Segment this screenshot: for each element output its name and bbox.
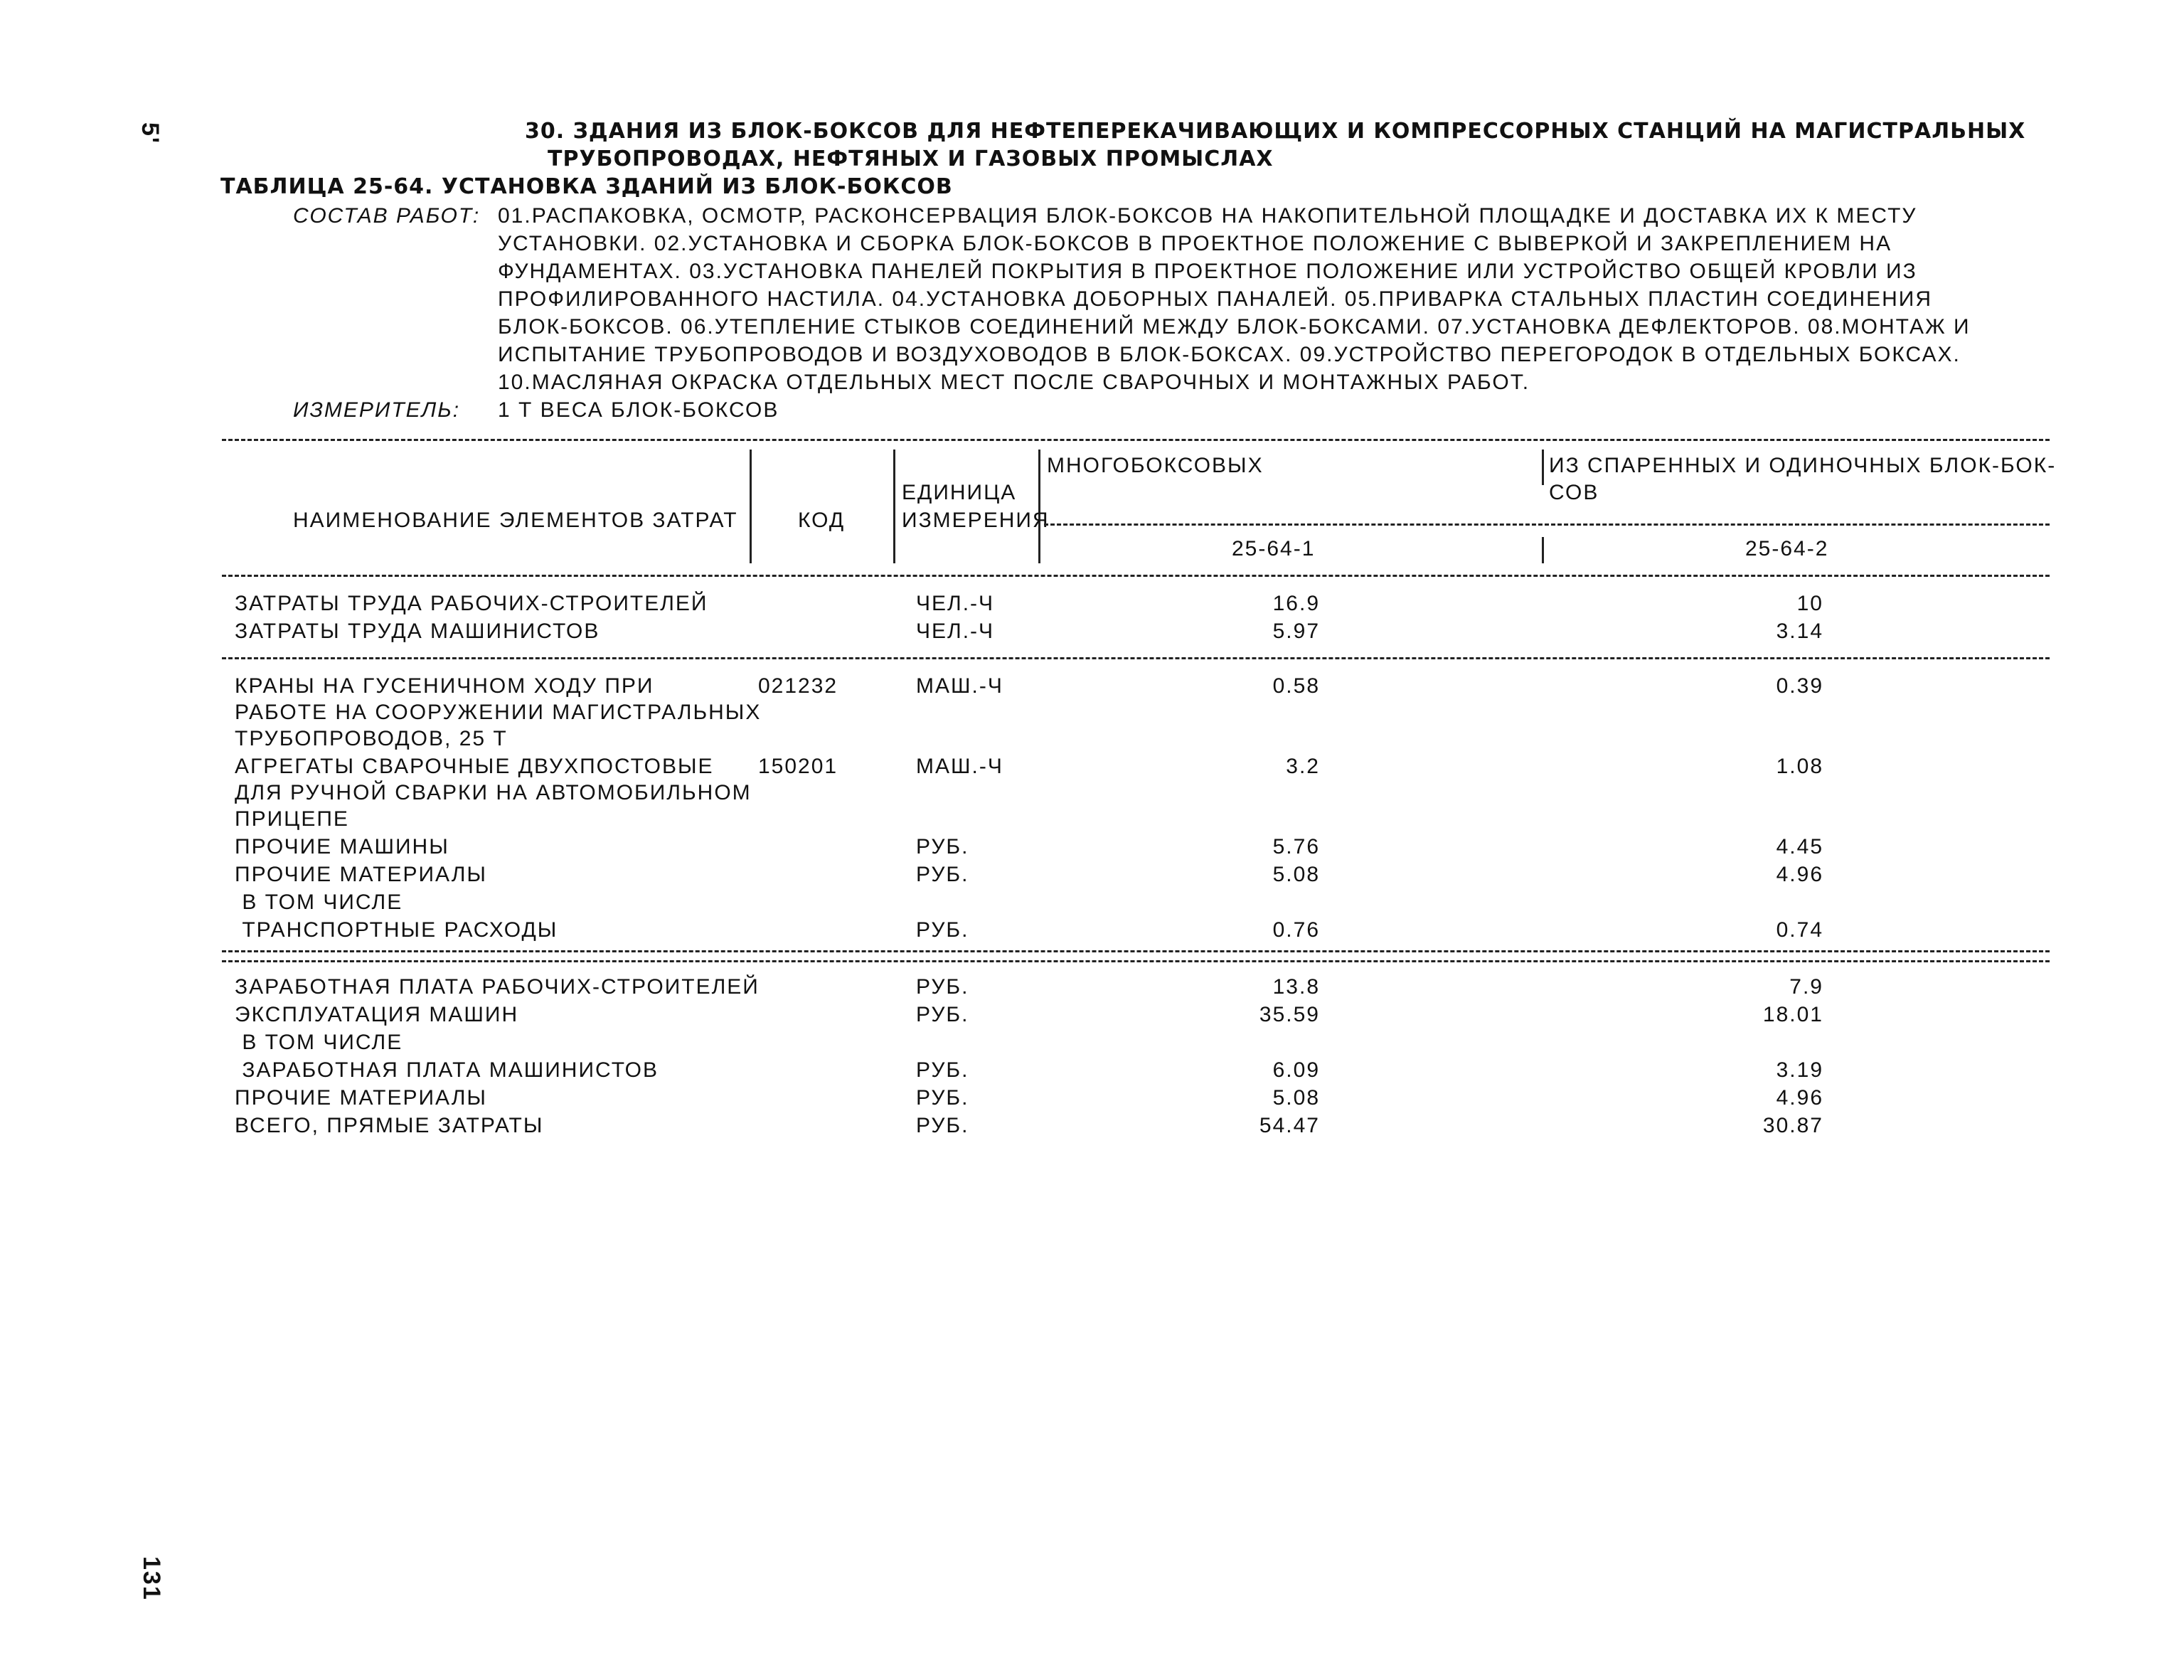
row-name: ПРОЧИЕ МАТЕРИАЛЫ bbox=[235, 1086, 487, 1110]
header-sub-rule bbox=[1044, 523, 2050, 526]
section-heading-line2: ТРУБОПРОВОДАХ, НЕФТЯНЫХ И ГАЗОВЫХ ПРОМЫСЛАХ bbox=[548, 147, 1274, 171]
scope-line: ИСПЫТАНИЕ ТРУБОПРОВОДОВ И ВОЗДУХОВОДОВ В БЛОК-БОКСАХ. 09.УСТРОЙСТВО ПЕРЕГОРОДОК В ОТДЕЛЬНЫХ БОКСАХ. bbox=[498, 343, 1961, 366]
section-rule bbox=[222, 657, 2050, 659]
row-code: 150201 bbox=[758, 755, 838, 778]
top-margin-mark: 5' bbox=[137, 122, 164, 144]
row-value-25-64-2: 0.39 bbox=[1776, 674, 1823, 698]
row-name: ЗАТРАТЫ ТРУДА МАШИНИСТОВ bbox=[235, 620, 600, 643]
row-unit: РУБ. bbox=[916, 1086, 969, 1110]
scope-line: ФУНДАМЕНТАХ. 03.УСТАНОВКА ПАНЕЛЕЙ ПОКРЫТИЯ В ПРОЕКТНОЕ ПОЛОЖЕНИЕ ИЛИ УСТРОЙСТВО ОБЩЕЙ КРОВЛИ ИЗ bbox=[498, 260, 1917, 283]
header-divider bbox=[1038, 450, 1040, 563]
row-name: ЭКСПЛУАТАЦИЯ МАШИН bbox=[235, 1003, 519, 1026]
scope-line: ПРОФИЛИРОВАННОГО НАСТИЛА. 04.УСТАНОВКА ДОБОРНЫХ ПАНАЛЕЙ. 05.ПРИВАРКА СТАЛЬНЫХ ПЛАСТИН СОЕДИНЕНИЯ bbox=[498, 287, 1933, 311]
row-name: КРАНЫ НА ГУСЕНИЧНОМ ХОДУ ПРИ bbox=[235, 674, 654, 698]
row-value-25-64-2: 30.87 bbox=[1762, 1114, 1823, 1137]
row-name: ЗАТРАТЫ ТРУДА РАБОЧИХ-СТРОИТЕЛЕЙ bbox=[235, 592, 708, 615]
row-unit: РУБ. bbox=[916, 975, 969, 999]
row-value-25-64-2: 4.96 bbox=[1776, 863, 1823, 886]
row-value-25-64-2: 10 bbox=[1796, 592, 1823, 615]
row-unit: РУБ. bbox=[916, 1058, 969, 1082]
row-name: ПРОЧИЕ МАТЕРИАЛЫ bbox=[235, 863, 487, 886]
page-number: 131 bbox=[138, 1556, 165, 1601]
header-top-rule bbox=[222, 439, 2050, 441]
row-value-25-64-1: 5.97 bbox=[1272, 620, 1320, 643]
row-unit: РУБ. bbox=[916, 835, 969, 858]
row-name: РАБОТЕ НА СООРУЖЕНИИ МАГИСТРАЛЬНЫХ bbox=[235, 701, 762, 724]
header-unit-line2: ИЗМЕРЕНИЯ bbox=[902, 509, 1050, 532]
row-name: В ТОМ ЧИСЛЕ bbox=[235, 890, 403, 914]
header-divider bbox=[893, 450, 895, 563]
header-divider bbox=[1542, 537, 1544, 563]
scope-line: УСТАНОВКИ. 02.УСТАНОВКА И СБОРКА БЛОК-БОКСОВ В ПРОЕКТНОЕ ПОЛОЖЕНИЕ С ВЫВЕРКОЙ И ЗАКРЕПЛЕНИЕМ НА bbox=[498, 232, 1892, 255]
scope-label: СОСТАВ РАБОТ: bbox=[293, 204, 481, 228]
meter-label: ИЗМЕРИТЕЛЬ: bbox=[293, 398, 461, 422]
row-name: ДЛЯ РУЧНОЙ СВАРКИ НА АВТОМОБИЛЬНОМ bbox=[235, 781, 752, 804]
header-bottom-rule bbox=[222, 575, 2050, 577]
header-col1-code: 25-64-1 bbox=[1232, 537, 1316, 560]
row-value-25-64-1: 35.59 bbox=[1259, 1003, 1320, 1026]
row-value-25-64-2: 18.01 bbox=[1762, 1003, 1823, 1026]
row-unit: ЧЕЛ.-Ч bbox=[916, 620, 995, 643]
header-unit-line1: ЕДИНИЦА bbox=[902, 481, 1017, 504]
row-name: ТРУБОПРОВОДОВ, 25 Т bbox=[235, 727, 508, 750]
row-unit: МАШ.-Ч bbox=[916, 755, 1003, 778]
scope-line: 10.МАСЛЯНАЯ ОКРАСКА ОТДЕЛЬНЫХ МЕСТ ПОСЛЕ СВАРОЧНЫХ И МОНТАЖНЫХ РАБОТ. bbox=[498, 371, 1530, 394]
row-value-25-64-1: 5.08 bbox=[1272, 863, 1320, 886]
row-value-25-64-1: 3.2 bbox=[1286, 755, 1320, 778]
row-value-25-64-1: 5.08 bbox=[1272, 1086, 1320, 1110]
row-value-25-64-2: 3.19 bbox=[1776, 1058, 1823, 1082]
row-name: ЗАРАБОТНАЯ ПЛАТА РАБОЧИХ-СТРОИТЕЛЕЙ bbox=[235, 975, 760, 999]
row-value-25-64-1: 0.76 bbox=[1272, 918, 1320, 942]
section-rule bbox=[222, 960, 2050, 962]
row-value-25-64-1: 16.9 bbox=[1272, 592, 1320, 615]
row-value-25-64-1: 5.76 bbox=[1272, 835, 1320, 858]
scope-line: 01.РАСПАКОВКА, ОСМОТР, РАСКОНСЕРВАЦИЯ БЛОК-БОКСОВ НА НАКОПИТЕЛЬНОЙ ПЛОЩАДКЕ И ДОСТАВКА ИХ К МЕСТУ bbox=[498, 204, 1917, 228]
row-name: АГРЕГАТЫ СВАРОЧНЫЕ ДВУХПОСТОВЫЕ bbox=[235, 755, 714, 778]
header-col2-title-line1: ИЗ СПАРЕННЫХ И ОДИНОЧНЫХ БЛОК-БОК- bbox=[1549, 454, 2057, 477]
row-value-25-64-1: 13.8 bbox=[1272, 975, 1320, 999]
row-value-25-64-1: 6.09 bbox=[1272, 1058, 1320, 1082]
header-divider bbox=[1542, 450, 1544, 485]
row-value-25-64-2: 7.9 bbox=[1789, 975, 1823, 999]
scope-line: БЛОК-БОКСОВ. 06.УТЕПЛЕНИЕ СТЫКОВ СОЕДИНЕНИЙ МЕЖДУ БЛОК-БОКСАМИ. 07.УСТАНОВКА ДЕФЛЕКТОРОВ. 08.МОНТАЖ И bbox=[498, 315, 1971, 339]
row-name: ЗАРАБОТНАЯ ПЛАТА МАШИНИСТОВ bbox=[235, 1058, 659, 1082]
row-value-25-64-2: 0.74 bbox=[1776, 918, 1823, 942]
row-name: ТРАНСПОРТНЫЕ РАСХОДЫ bbox=[235, 918, 558, 942]
row-code: 021232 bbox=[758, 674, 838, 698]
row-value-25-64-2: 3.14 bbox=[1776, 620, 1823, 643]
row-name: ПРИЦЕПЕ bbox=[235, 807, 349, 831]
row-name: ПРОЧИЕ МАШИНЫ bbox=[235, 835, 449, 858]
row-value-25-64-1: 54.47 bbox=[1259, 1114, 1320, 1137]
header-divider bbox=[750, 450, 752, 563]
section-rule bbox=[222, 950, 2050, 952]
table-title: ТАБЛИЦА 25-64. УСТАНОВКА ЗДАНИЙ ИЗ БЛОК-БОКСОВ bbox=[220, 174, 953, 199]
row-name: ВСЕГО, ПРЯМЫЕ ЗАТРАТЫ bbox=[235, 1114, 544, 1137]
row-name: В ТОМ ЧИСЛЕ bbox=[235, 1031, 403, 1054]
row-unit: РУБ. bbox=[916, 1003, 969, 1026]
row-unit: РУБ. bbox=[916, 918, 969, 942]
section-heading-line1: 30. ЗДАНИЯ ИЗ БЛОК-БОКСОВ ДЛЯ НЕФТЕПЕРЕКАЧИВАЮЩИХ И КОМПРЕССОРНЫХ СТАНЦИЙ НА МАГИСТРАЛЬНЫХ bbox=[525, 119, 2026, 144]
row-value-25-64-2: 1.08 bbox=[1776, 755, 1823, 778]
row-value-25-64-2: 4.45 bbox=[1776, 835, 1823, 858]
header-col2-code: 25-64-2 bbox=[1745, 537, 1829, 560]
header-code: КОД bbox=[798, 509, 846, 532]
row-unit: МАШ.-Ч bbox=[916, 674, 1003, 698]
row-unit: ЧЕЛ.-Ч bbox=[916, 592, 995, 615]
row-value-25-64-2: 4.96 bbox=[1776, 1086, 1823, 1110]
header-col1-title: МНОГОБОКСОВЫХ bbox=[1047, 454, 1264, 477]
meter-value: 1 Т ВЕСА БЛОК-БОКСОВ bbox=[498, 398, 779, 422]
row-unit: РУБ. bbox=[916, 1114, 969, 1137]
header-col2-title-line2: СОВ bbox=[1549, 481, 1599, 504]
row-value-25-64-1: 0.58 bbox=[1272, 674, 1320, 698]
row-unit: РУБ. bbox=[916, 863, 969, 886]
header-name: НАИМЕНОВАНИЕ ЭЛЕМЕНТОВ ЗАТРАТ bbox=[293, 509, 738, 532]
